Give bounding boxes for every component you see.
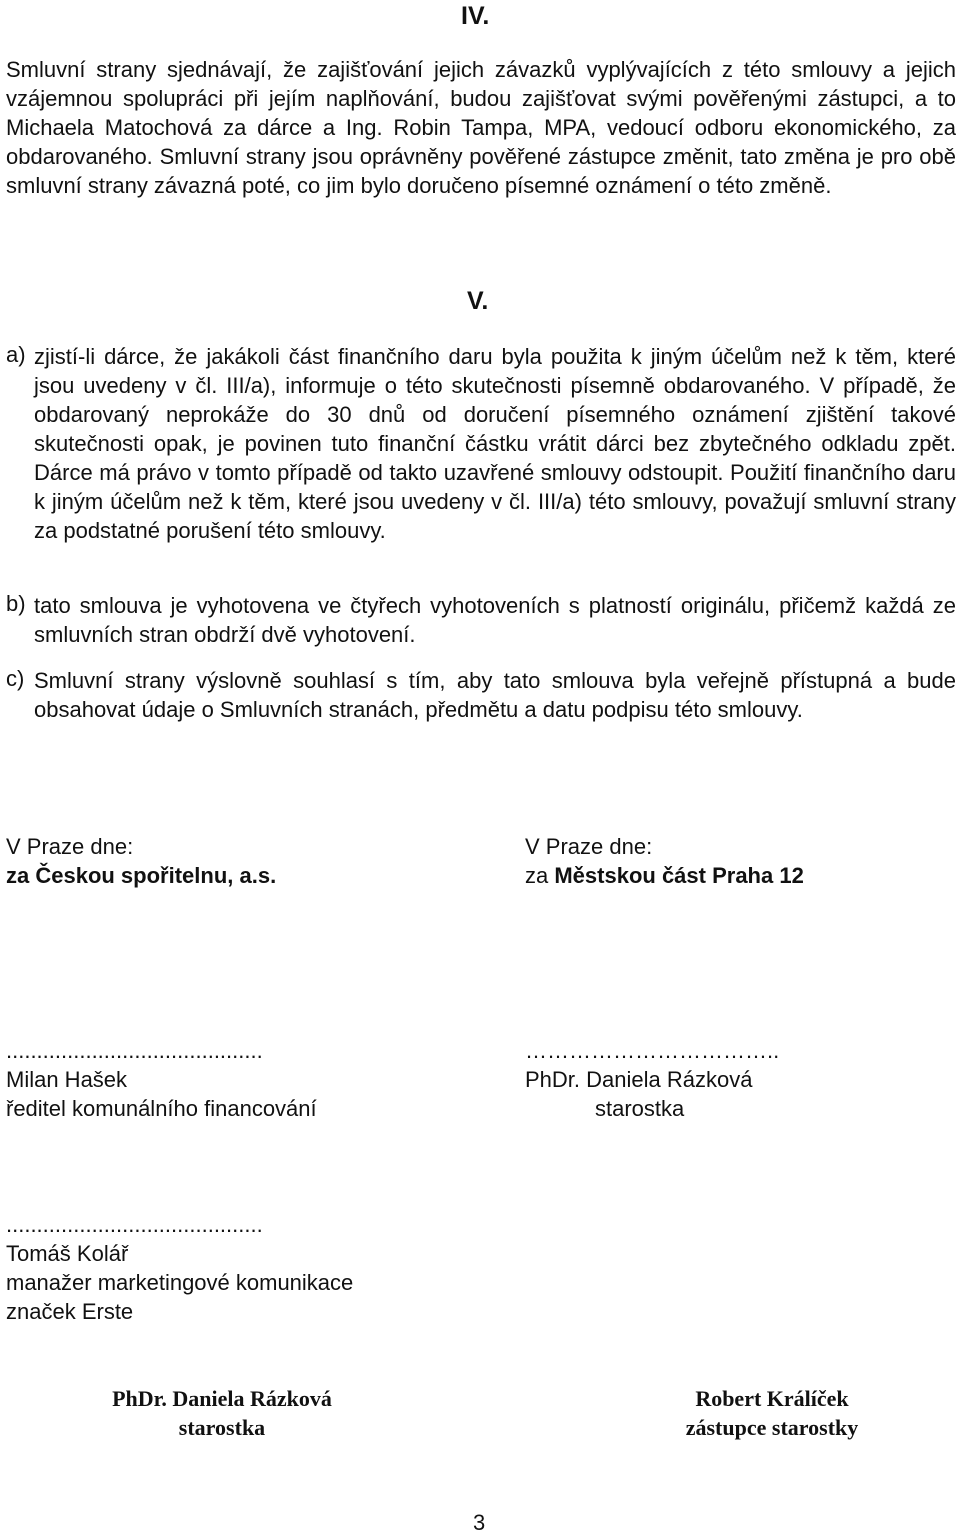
approval-left-role: starostka <box>178 1415 266 1440</box>
clause-b-marker: b) <box>6 591 26 616</box>
right-party-name: Městskou část Praha 12 <box>554 863 804 888</box>
left-place-date: V Praze dne: <box>6 834 134 859</box>
third-signatory-name: Tomáš Kolář <box>6 1241 129 1266</box>
clause-b-text: tato smlouva je vyhotovena ve čtyřech vyhotoveních s platností originálu, přičemž každá ze smluvních stran obdrží dvě vyhotovení. <box>34 593 956 647</box>
section-v-heading: V. <box>467 287 489 315</box>
right-signatory-name: PhDr. Daniela Rázková <box>525 1067 753 1092</box>
approval-left <box>82 1384 362 1442</box>
clause-a-marker: a) <box>6 342 26 367</box>
right-signature-header <box>525 832 804 890</box>
right-party <box>525 861 804 890</box>
clause-b <box>6 591 956 649</box>
right-place-date: V Praze dne: <box>525 834 653 859</box>
left-party: za Českou spořitelnu, a.s. <box>6 863 277 888</box>
third-signature-line: .......................................... <box>6 1212 263 1237</box>
clause-a-text: zjistí-li dárce, že jakákoli část finančního daru byla použita k jiným účelům než k těm, které jsou uvedeny v čl. III/a), informuje o této skutečnosti písemně obdarovaného. V případě, že obdarovaný neprokáže do 30 dnů od doručení písemného oznámení zjištění takové skutečnosti opak, je povinen tuto finanční částku vrátit dárci bez zbytečného odkladu zpět. Dárce má právo v tomto případě od takto uzavřené smlouvy odstoupit. Použití finančního daru k jiným účelům než k těm, které jsou uvedeny v čl. III/a) této smlouvy, považují smluvní strany za podstatné porušení této smlouvy. <box>34 344 956 543</box>
approval-right-role: zástupce starostky <box>685 1415 859 1440</box>
clause-a <box>6 342 956 545</box>
left-signature <box>6 1036 317 1123</box>
clause-c-marker: c) <box>6 666 25 691</box>
section-iv-paragraph: Smluvní strany sjednávají, že zajišťování jejich závazků vyplývajících z této smlouvy a jejich vzájemnou spolupráci při jejím naplňování, budou zajišťovat svými pověřenými zástupci, a to Michaela Matochová za dárce a Ing. Robin Tampa, MPA, vedoucí odboru ekonomického, za obdarovaného. Smluvní strany jsou oprávněny pověřené zástupce změnit, tato změna je pro obě smluvní strany závazná poté, co jim bylo doručeno písemné oznámení o této změně. <box>6 57 956 198</box>
clause-c-text: Smluvní strany výslovně souhlasí s tím, aby tato smlouva byla veřejně přístupná a bude obsahovat údaje o Smluvních stranách, předmětu a datu podpisu této smlouvy. <box>34 668 956 722</box>
right-signature <box>525 1036 779 1123</box>
left-signature-line: .......................................... <box>6 1038 263 1063</box>
approval-right-name: Robert Králíček <box>695 1386 849 1411</box>
third-signatory-role: manažer marketingové komunikace <box>6 1270 354 1295</box>
right-signature-line: …………………………….. <box>525 1038 780 1063</box>
left-signatory-name: Milan Hašek <box>6 1067 128 1092</box>
approval-left-name: PhDr. Daniela Rázková <box>112 1386 332 1411</box>
left-signatory-role: ředitel komunálního financování <box>6 1096 317 1121</box>
right-party-prefix: za <box>525 863 555 888</box>
page-number: 3 <box>473 1510 486 1535</box>
third-signatory-role-2: značek Erste <box>6 1299 134 1324</box>
right-signatory-role: starostka <box>595 1096 685 1121</box>
left-signature-header <box>6 832 276 890</box>
third-signature <box>6 1210 353 1326</box>
section-iv-heading: IV. <box>461 2 490 30</box>
clause-c <box>6 666 956 724</box>
approval-right <box>662 1384 882 1442</box>
